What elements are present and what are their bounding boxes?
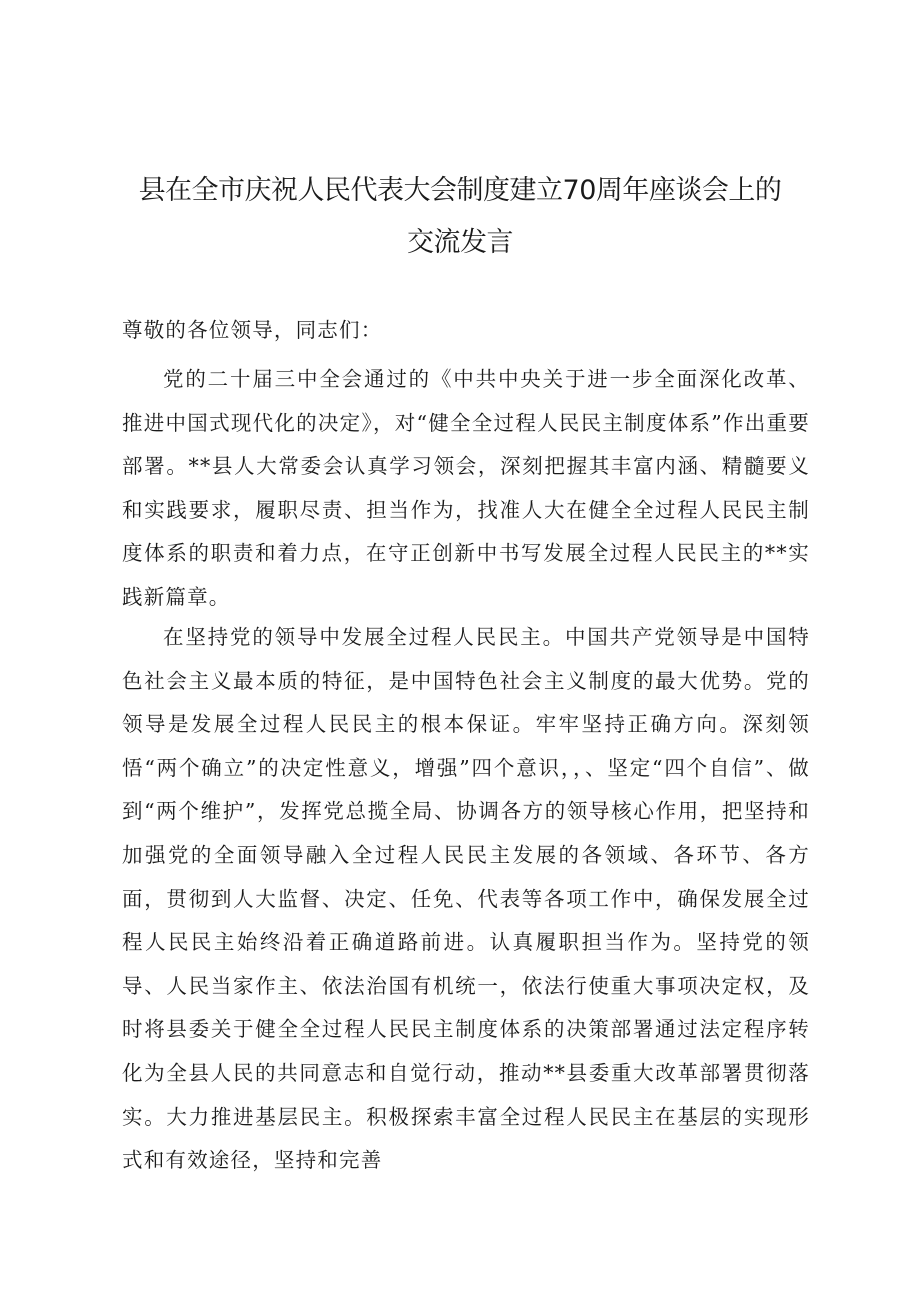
document-title-line-2: 交流发言 (407, 227, 513, 258)
salutation: 尊敬的各位领导，同志们： (122, 318, 383, 342)
paragraph: 在坚持党的领导中发展全过程人民民主。中国共产党领导是中国特色社会主义最本质的特征，是中国特色社会主义制度的最大优势。党的领导是发展全过程人民民主的根本保证。牢牢坚持正确方向。深刻领悟“两个确立”的决定性意义，增强”四个意识，，、坚定“四个自信”、做到“两个维护”，发挥党总揽全局、协调各方的领导核心作用，把坚持和加强党的全面领导融入全过程人民民主发展的各领域、各环节、各方面，贯彻到人大监督、决定、任免、代表等各项工作中，确保发展全过程人民民主始终沿着正确道路前进。认真履职担当作为。坚持党的领导、人民当家作主、依法治国有机统一，依法行使重大事项决定权，及时将县委关于健全全过程人民民主制度体系的决策部署通过法定程序转化为全县人民的共同意志和自觉行动，推动**县委重大改革部署贯彻落实。大力推进基层民主。积极探索丰富全过程人民民主在基层的实现形式和有效途径，坚持和完善 (122, 625, 810, 1173)
document-title-line-1: 县在全市庆祝人民代表大会制度建立70周年座谈会上的 (138, 175, 782, 206)
paragraph: 党的二十届三中全会通过的《中共中央关于进一步全面深化改革、推进中国式现代化的决定》，对“健全全过程人民民主制度体系”作出重要部署。**县人大常委会认真学习领会，深刻把握其丰富内涵、精髓要义和实践要求，履职尽责、担当作为，找准人大在健全全过程人民民主制度体系的职责和着力点，在守正创新中书写发展全过程人民民主的**实践新篇章。 (122, 367, 810, 609)
